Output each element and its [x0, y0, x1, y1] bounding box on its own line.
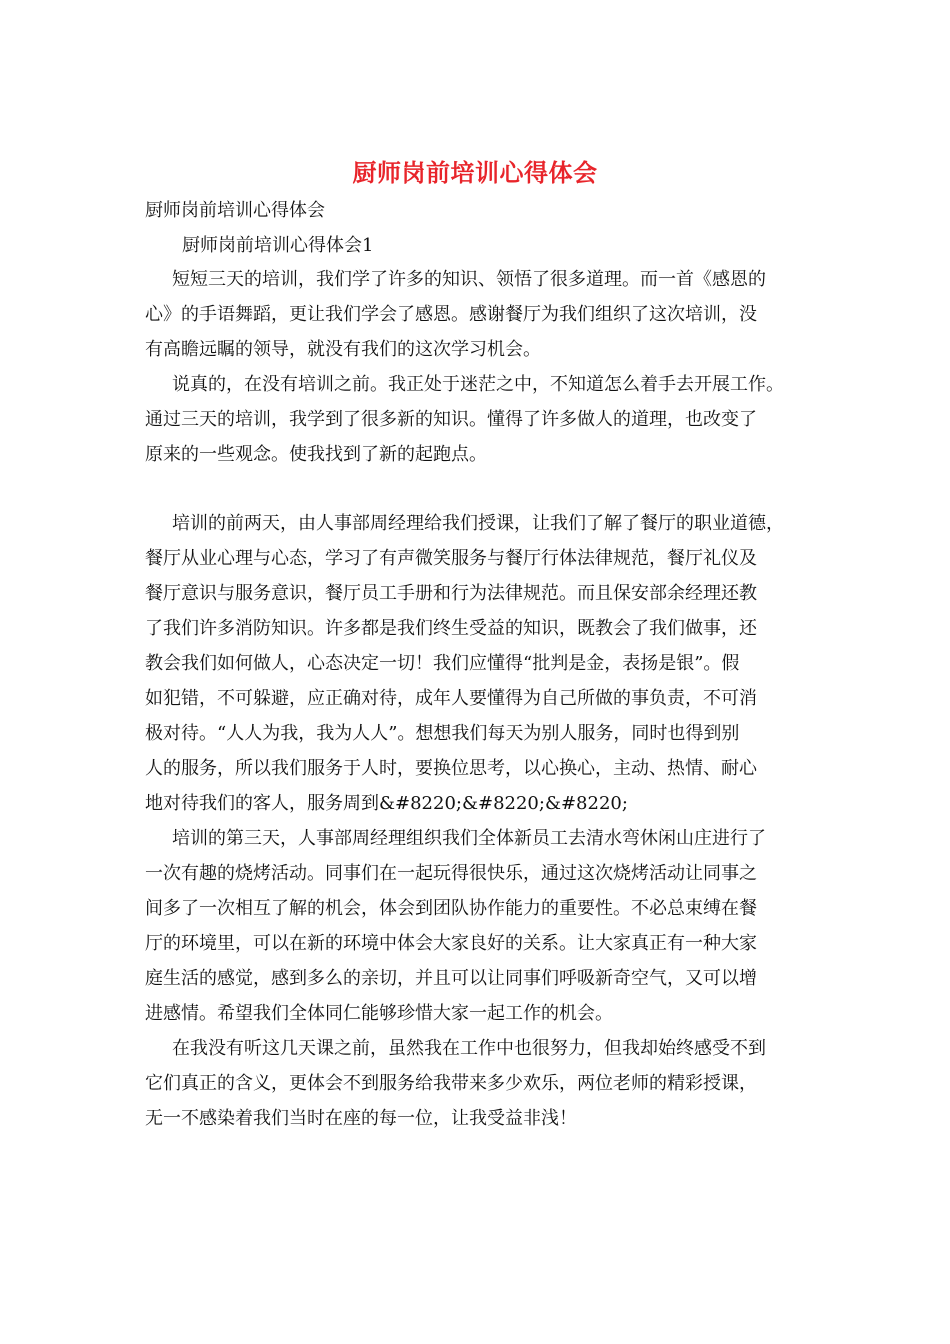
body-line: 它们真正的含义，更体会不到服务给我带来多少欢乐，两位老师的精彩授课， — [145, 1073, 757, 1094]
body-line: 无一不感染着我们当时在座的每一位，让我受益非浅！ — [145, 1108, 577, 1129]
body-line: 短短三天的培训，我们学了许多的知识、领悟了很多道理。而一首《感恩的 — [172, 269, 766, 290]
body-line: 间多了一次相互了解的机会，体会到团队协作能力的重要性。不必总束缚在餐 — [145, 898, 757, 919]
document-title: 厨师岗前培训心得体会 — [352, 158, 598, 187]
body-line: 地对待我们的客人，服务周到&#8220;&#8220;&#8220; — [145, 793, 628, 814]
body-line: 厅的环境里，可以在新的环境中体会大家良好的关系。让大家真正有一种大家 — [145, 933, 757, 954]
body-line: 原来的一些观念。使我找到了新的起跑点。 — [145, 444, 487, 465]
body-line: 餐厅意识与服务意识，餐厅员工手册和行为法律规范。而且保安部余经理还教 — [145, 583, 757, 604]
body-line: 通过三天的培训，我学到了很多新的知识。懂得了许多做人的道理，也改变了 — [145, 409, 757, 430]
body-line: 在我没有听这几天课之前，虽然我在工作中也很努力，但我却始终感受不到 — [172, 1038, 766, 1059]
body-line: 了我们许多消防知识。许多都是我们终生受益的知识，既教会了我们做事，还 — [145, 618, 757, 639]
body-line: 说真的，在没有培训之前。我正处于迷茫之中，不知道怎么着手去开展工作。 — [172, 374, 784, 395]
body-line: 有高瞻远瞩的领导，就没有我们的这次学习机会。 — [145, 339, 541, 360]
body-line: 教会我们如何做人，心态决定一切！我们应懂得“批判是金，表扬是银”。假 — [145, 653, 740, 674]
body-line: 培训的前两天，由人事部周经理给我们授课，让我们了解了餐厅的职业道德， — [172, 513, 784, 534]
body-line: 培训的第三天，人事部周经理组织我们全体新员工去清水弯休闲山庄进行了 — [172, 828, 766, 849]
body-line: 庭生活的感觉，感到多么的亲切，并且可以让同事们呼吸新奇空气，又可以增 — [145, 968, 757, 989]
body-line: 心》的手语舞蹈，更让我们学会了感恩。感谢餐厅为我们组织了这次培训，没 — [145, 304, 757, 325]
body-line: 如犯错，不可躲避，应正确对待，成年人要懂得为自己所做的事负责，不可消 — [145, 688, 757, 709]
body-line: 进感情。希望我们全体同仁能够珍惜大家一起工作的机会。 — [145, 1003, 613, 1024]
section-heading: 厨师岗前培训心得体会1 — [182, 235, 374, 256]
body-line: 餐厅从业心理与心态，学习了有声微笑服务与餐厅行体法律规范，餐厅礼仪及 — [145, 548, 757, 569]
body-line: 人的服务，所以我们服务于人时，要换位思考，以心换心，主动、热情、耐心 — [145, 758, 757, 779]
body-line: 一次有趣的烧烤活动。同事们在一起玩得很快乐，通过这次烧烤活动让同事之 — [145, 863, 757, 884]
body-line: 极对待。“人人为我，我为人人”。想想我们每天为别人服务，同时也得到别 — [145, 723, 740, 744]
heading-text: 厨师岗前培训心得体会 — [145, 200, 325, 221]
